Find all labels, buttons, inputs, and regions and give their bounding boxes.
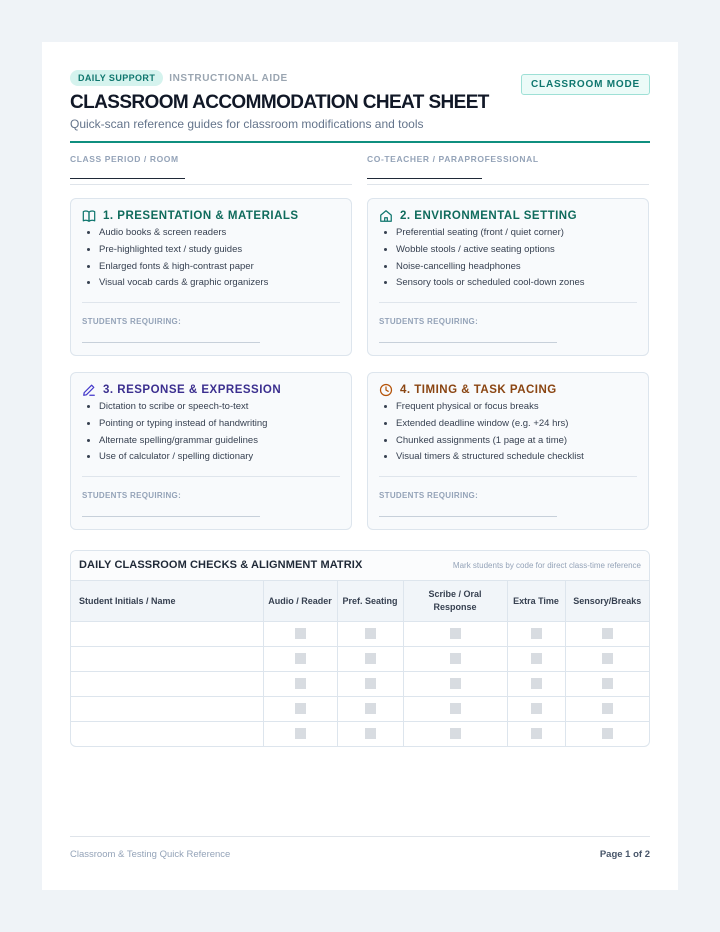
card-timing-task-pacing xyxy=(367,372,649,530)
check-cell xyxy=(507,647,565,672)
checkbox[interactable] xyxy=(531,653,542,664)
field-rule xyxy=(70,184,352,185)
card-divider xyxy=(82,476,340,477)
list-item: • Pointing or typing instead of handwriting xyxy=(99,416,267,433)
students-requiring-label: STUDENTS REQUIRING: xyxy=(82,491,182,500)
checkbox[interactable] xyxy=(450,653,461,664)
card-title: 2. ENVIRONMENTAL SETTING xyxy=(400,210,578,222)
check-cell xyxy=(337,622,403,647)
students-requiring-field[interactable] xyxy=(379,516,557,517)
tag-daily-support: DAILY SUPPORT xyxy=(70,70,163,86)
home-icon xyxy=(379,209,393,223)
list-item: • Extended deadline window (e.g. +24 hrs) xyxy=(396,416,584,433)
check-cell xyxy=(403,697,507,722)
list-item: • Frequent physical or focus breaks xyxy=(396,399,584,416)
page-title: CLASSROOM ACCOMMODATION CHEAT SHEET xyxy=(70,92,489,113)
list-item: • Alternate spelling/grammar guidelines xyxy=(99,433,267,450)
list-item: • Pre-highlighted text / study guides xyxy=(99,242,268,259)
checkbox[interactable] xyxy=(295,703,306,714)
table-row xyxy=(71,647,649,672)
list-item: • Visual timers & structured schedule checklist xyxy=(396,449,584,466)
checkbox[interactable] xyxy=(365,678,376,689)
checkbox[interactable] xyxy=(295,628,306,639)
header-divider xyxy=(70,141,650,143)
alignment-matrix xyxy=(70,550,650,747)
check-cell xyxy=(263,622,337,647)
coteacher-field[interactable] xyxy=(367,154,649,164)
check-cell xyxy=(565,697,649,722)
check-cell xyxy=(263,722,337,747)
table-row xyxy=(71,722,649,747)
check-cell xyxy=(565,722,649,747)
list-item: • Wobble stools / active seating options xyxy=(396,242,585,259)
students-requiring-label: STUDENTS REQUIRING: xyxy=(82,317,182,326)
student-name-cell[interactable] xyxy=(71,647,263,672)
students-requiring-field[interactable] xyxy=(82,342,260,343)
list-item: • Sensory tools or scheduled cool-down zones xyxy=(396,275,585,292)
checkbox[interactable] xyxy=(295,678,306,689)
page-subtitle: Quick-scan reference guides for classroom modifications and tools xyxy=(70,117,424,131)
list-item: • Audio books & screen readers xyxy=(99,225,268,242)
check-cell xyxy=(337,722,403,747)
check-cell xyxy=(403,722,507,747)
list-item: • Use of calculator / spelling dictionary xyxy=(99,449,267,466)
students-requiring-label: STUDENTS REQUIRING: xyxy=(379,491,479,500)
checkbox[interactable] xyxy=(450,678,461,689)
student-name-cell[interactable] xyxy=(71,722,263,747)
check-cell xyxy=(263,697,337,722)
page-number: Page 1 of 2 xyxy=(599,849,650,860)
matrix-header-row xyxy=(71,581,649,622)
column-header-student: Student Initials / Name xyxy=(71,581,263,622)
card-presentation-materials xyxy=(70,198,352,356)
pencil-icon xyxy=(82,383,96,397)
checkbox[interactable] xyxy=(365,728,376,739)
class-period-label: CLASS PERIOD / ROOM xyxy=(70,154,179,164)
check-cell xyxy=(263,647,337,672)
student-name-cell[interactable] xyxy=(71,622,263,647)
card-title: 1. PRESENTATION & MATERIALS xyxy=(103,210,299,222)
card-environmental-setting xyxy=(367,198,649,356)
card-divider xyxy=(82,302,340,303)
list-item: • Enlarged fonts & high-contrast paper xyxy=(99,259,268,276)
list-item: • Visual vocab cards & graphic organizers xyxy=(99,275,268,292)
column-header-sensory-breaks: Sensory/Breaks xyxy=(565,581,649,622)
checkbox[interactable] xyxy=(602,678,613,689)
card-title: 3. RESPONSE & EXPRESSION xyxy=(103,384,282,396)
column-header-pref-seating: Pref. Seating xyxy=(337,581,403,622)
card-response-expression xyxy=(70,372,352,530)
check-cell xyxy=(565,672,649,697)
list-item: • Preferential seating (front / quiet corner) xyxy=(396,225,585,242)
class-period-field[interactable] xyxy=(70,154,352,164)
field-rule xyxy=(367,184,649,185)
checkbox[interactable] xyxy=(602,703,613,714)
checkbox[interactable] xyxy=(365,703,376,714)
students-requiring-field[interactable] xyxy=(379,342,557,343)
clock-icon xyxy=(379,383,393,397)
check-cell xyxy=(337,647,403,672)
document-page xyxy=(42,42,678,890)
list-item: • Dictation to scribe or speech-to-text xyxy=(99,399,267,416)
accommodation-list xyxy=(379,399,584,466)
checkbox[interactable] xyxy=(602,728,613,739)
checkbox[interactable] xyxy=(295,653,306,664)
check-cell xyxy=(507,672,565,697)
field-underline xyxy=(367,178,482,179)
card-divider xyxy=(379,302,637,303)
check-cell xyxy=(337,697,403,722)
checkbox[interactable] xyxy=(531,703,542,714)
accommodation-list xyxy=(82,225,268,292)
check-cell xyxy=(507,622,565,647)
list-item: • Noise-cancelling headphones xyxy=(396,259,585,276)
check-cell xyxy=(403,647,507,672)
checkbox[interactable] xyxy=(450,703,461,714)
checkbox[interactable] xyxy=(450,728,461,739)
book-icon xyxy=(82,209,96,223)
students-requiring-label: STUDENTS REQUIRING: xyxy=(379,317,479,326)
checkbox[interactable] xyxy=(531,728,542,739)
check-cell xyxy=(565,647,649,672)
checkbox[interactable] xyxy=(531,678,542,689)
checkbox[interactable] xyxy=(531,628,542,639)
list-item: • Chunked assignments (1 page at a time) xyxy=(396,433,584,450)
footer-divider xyxy=(70,836,650,837)
matrix-title: DAILY CLASSROOM CHECKS & ALIGNMENT MATRIX xyxy=(79,559,363,571)
checkbox[interactable] xyxy=(365,653,376,664)
checkbox[interactable] xyxy=(602,628,613,639)
check-cell xyxy=(507,722,565,747)
table-row xyxy=(71,697,649,722)
card-title: 4. TIMING & TASK PACING xyxy=(400,384,557,396)
check-cell xyxy=(565,622,649,647)
classroom-mode-badge: CLASSROOM MODE xyxy=(521,74,650,95)
check-cell xyxy=(263,672,337,697)
coteacher-label: CO-TEACHER / PARAPROFESSIONAL xyxy=(367,154,539,164)
card-divider xyxy=(379,476,637,477)
check-cell xyxy=(403,672,507,697)
check-cell xyxy=(403,622,507,647)
column-header-extra-time: Extra Time xyxy=(507,581,565,622)
checkbox[interactable] xyxy=(295,728,306,739)
table-row xyxy=(71,672,649,697)
checkbox[interactable] xyxy=(365,628,376,639)
accommodation-list xyxy=(82,399,267,466)
column-header-audio-reader: Audio / Reader xyxy=(263,581,337,622)
check-cell xyxy=(337,672,403,697)
column-header-scribe-oral: Scribe / Oral Response xyxy=(403,581,507,622)
accommodation-list xyxy=(379,225,585,292)
check-cell xyxy=(507,697,565,722)
field-underline xyxy=(70,178,185,179)
matrix-note: Mark students by code for direct class-time reference xyxy=(452,561,641,570)
students-requiring-field[interactable] xyxy=(82,516,260,517)
matrix-table xyxy=(71,581,649,746)
student-name-cell[interactable] xyxy=(71,672,263,697)
checkbox[interactable] xyxy=(602,653,613,664)
student-name-cell[interactable] xyxy=(71,697,263,722)
table-row xyxy=(71,622,649,647)
checkbox[interactable] xyxy=(450,628,461,639)
tag-instructional-aide: INSTRUCTIONAL AIDE xyxy=(169,72,288,84)
footer-left-text: Classroom & Testing Quick Reference xyxy=(70,849,231,860)
